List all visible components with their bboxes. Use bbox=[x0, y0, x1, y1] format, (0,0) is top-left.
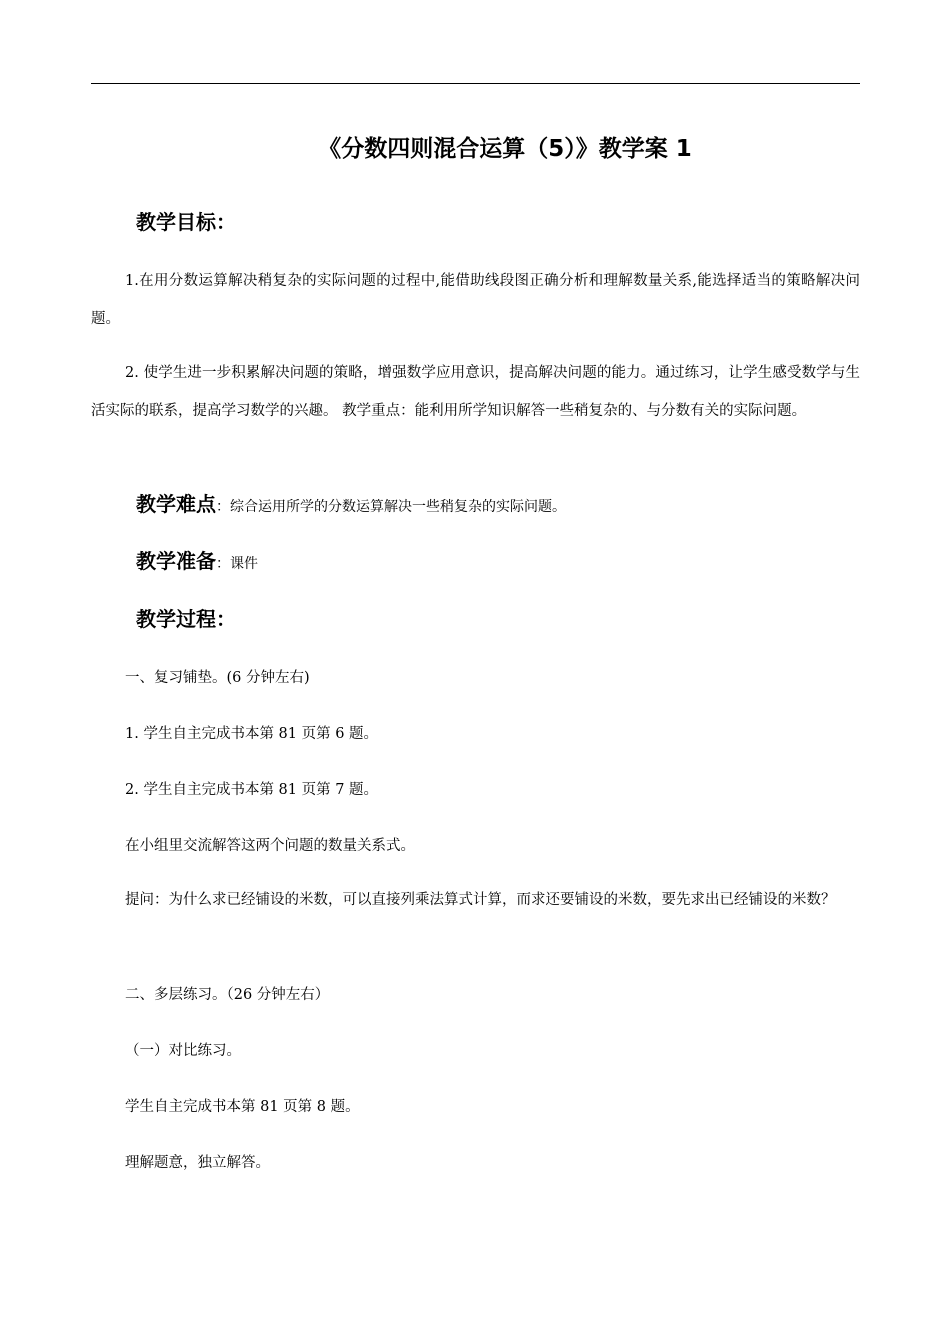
section-2-title: 二、多层练习。（26 分钟左右） bbox=[125, 987, 330, 1003]
document-title: 《分数四则混合运算（5）》教学案 1 bbox=[318, 136, 692, 162]
section-2-instruction: 理解题意，独立解答。 bbox=[125, 1155, 270, 1171]
section-1-item-2: 2. 学生自主完成书本第 81 页第 7 题。 bbox=[125, 782, 379, 798]
preparation-text: ：课件 bbox=[216, 556, 258, 572]
section-1-discussion: 在小组里交流解答这两个问题的数量关系式。 bbox=[125, 838, 415, 854]
preparation-label: 教学准备 bbox=[136, 549, 216, 573]
section-2-task: 学生自主完成书本第 81 页第 8 题。 bbox=[125, 1099, 360, 1115]
section-2-subsection-1: （一）对比练习。 bbox=[125, 1043, 241, 1059]
section-1-question: 提问：为什么求已经铺设的米数，可以直接列乘法算式计算，而求还要铺设的米数，要先求出已经铺设的米数？ bbox=[125, 892, 836, 908]
objectives-heading: 教学目标： bbox=[136, 210, 236, 234]
difficulty-label: 教学难点 bbox=[136, 492, 216, 516]
section-1-item-1: 1. 学生自主完成书本第 81 页第 6 题。 bbox=[125, 726, 379, 742]
preparation-row bbox=[136, 547, 258, 578]
difficulty-text: ：综合运用所学的分数运算解决一些稍复杂的实际问题。 bbox=[216, 499, 566, 515]
objective-item-2: 2. 使学生进一步积累解决问题的策略，增强数学应用意识，提高解决问题的能力。通过练习，让学生感受数学与生活实际的联系，提高学习数学的兴趣。 教学重点：能利用所学知识解答一些稍复杂的、与分数有关的实际问题。 bbox=[91, 365, 860, 419]
header-rule bbox=[91, 83, 860, 84]
process-heading: 教学过程： bbox=[136, 607, 236, 631]
section-1-title: 一、复习铺垫。(6 分钟左右) bbox=[125, 670, 310, 686]
difficulty-row bbox=[136, 490, 566, 521]
objective-item-1: 1.在用分数运算解决稍复杂的实际问题的过程中,能借助线段图正确分析和理解数量关系,能选择适当的策略解决问题。 bbox=[91, 273, 860, 327]
